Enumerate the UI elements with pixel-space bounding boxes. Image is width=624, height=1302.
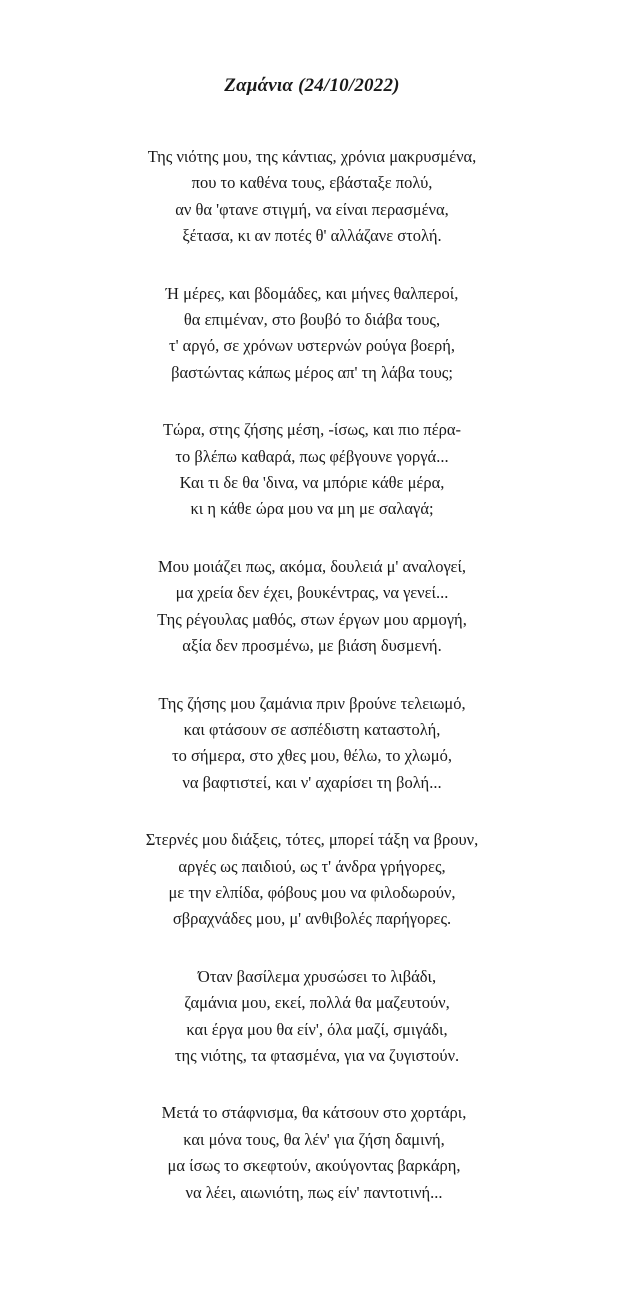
poem-line: να βαφτιστεί, και ν' αχαρίσει τη βολή... xyxy=(182,772,442,792)
poem-line: αν θα 'φτανε στιγμή, να είναι περασμένα, xyxy=(175,199,449,219)
poem-line: Όταν βασίλεμα χρυσώσει το λιβάδι, xyxy=(197,966,437,986)
poem-line: μα ίσως το σκεφτούν, ακούγοντας βαρκάρη, xyxy=(167,1156,461,1176)
stanza-8 xyxy=(0,1100,624,1206)
poem-line: Της νιότης μου, της κάντιας, χρόνια μακρυσμένα, xyxy=(147,147,477,166)
poem-line: που το καθένα τους, εβάσταξε πολύ, xyxy=(191,173,433,193)
poem-line: με την ελπίδα, φόβους μου να φιλοδωρούν, xyxy=(168,882,456,902)
stanza-7 xyxy=(0,964,624,1070)
poem-line: αξία δεν προσμένω, με βιάση δυσμενή. xyxy=(182,636,442,656)
stanza-4 xyxy=(0,554,624,660)
poem-line: να λέει, αιωνιότη, πως είν' παντοτινή... xyxy=(185,1182,443,1202)
poem-line: και φτάσουν σε ασπέδιστη καταστολή, xyxy=(183,719,441,739)
poem-line: Στερνές μου διάξεις, τότες, μπορεί τάξη να βρουν, xyxy=(145,830,479,850)
poem-line: Μου μοιάζει πως, ακόμα, δουλειά μ' αναλογεί, xyxy=(157,556,467,576)
stanza-1 xyxy=(0,144,624,250)
poem-line: Ή μέρες, και βδομάδες, και μήνες θαλπεροί, xyxy=(165,283,459,303)
poem-line: ζαμάνια μου, εκεί, πολλά θα μαζευτούν, xyxy=(184,993,450,1013)
poem-line: τ' αργό, σε χρόνων υστερνών ρούγα βοερή, xyxy=(168,336,456,356)
poem-line: της νιότης, τα φτασμένα, για να ζυγιστούν. xyxy=(174,1045,460,1065)
poem-line: το σήμερα, στο χθες μου, θέλω, το χλωμό, xyxy=(171,746,453,766)
stanza-5 xyxy=(0,691,624,797)
poem-line: το βλέπω καθαρά, πως φέβγουνε γοργά... xyxy=(175,446,449,466)
poem-line: βαστώντας κάπως μέρος απ' τη λάβα τους; xyxy=(171,362,453,382)
poem-line: Της ζήσης μου ζαμάνια πριν βρούνε τελειωμό, xyxy=(158,693,466,713)
poem-line: θα επιμέναν, στο βουβό το διάβα τους, xyxy=(183,310,441,330)
poem-line: αργές ως παιδιού, ως τ' άνδρα γρήγορες, xyxy=(178,856,446,876)
poem-line: σβραχνάδες μου, μ' ανθιβολές παρήγορες. xyxy=(172,909,452,929)
poem-line: και έργα μου θα είν', όλα μαζί, σμιγάδι, xyxy=(186,1019,448,1039)
stanza-3 xyxy=(0,417,624,523)
poem-line: Μετά το στάφνισμα, θα κάτσουν στο χορτάρι, xyxy=(161,1103,467,1123)
poem-line: κι η κάθε ώρα μου να μη με σαλαγά; xyxy=(190,499,434,519)
poem-line: Τώρα, στης ζήσης μέση, -ίσως, και πιο πέρα- xyxy=(162,420,462,440)
poem-line: και μόνα τους, θα λέν' για ζήση δαμινή, xyxy=(183,1129,445,1149)
stanza-6 xyxy=(0,827,624,933)
poem-line: Και τι δε θα 'δινα, να μπόριε κάθε μέρα, xyxy=(179,473,445,493)
poem-line: Της ρέγουλας μαθός, στων έργων μου αρμογή, xyxy=(157,609,467,629)
poem-body xyxy=(0,144,624,1206)
poem-line: ξέτασα, κι αν ποτές θ' αλλάζανε στολή. xyxy=(182,226,442,246)
stanza-2 xyxy=(0,281,624,387)
poem-title: Ζαμάνια (24/10/2022) xyxy=(224,75,400,96)
poem-line: μα χρεία δεν έχει, βουκέντρας, να γενεί... xyxy=(175,583,449,603)
